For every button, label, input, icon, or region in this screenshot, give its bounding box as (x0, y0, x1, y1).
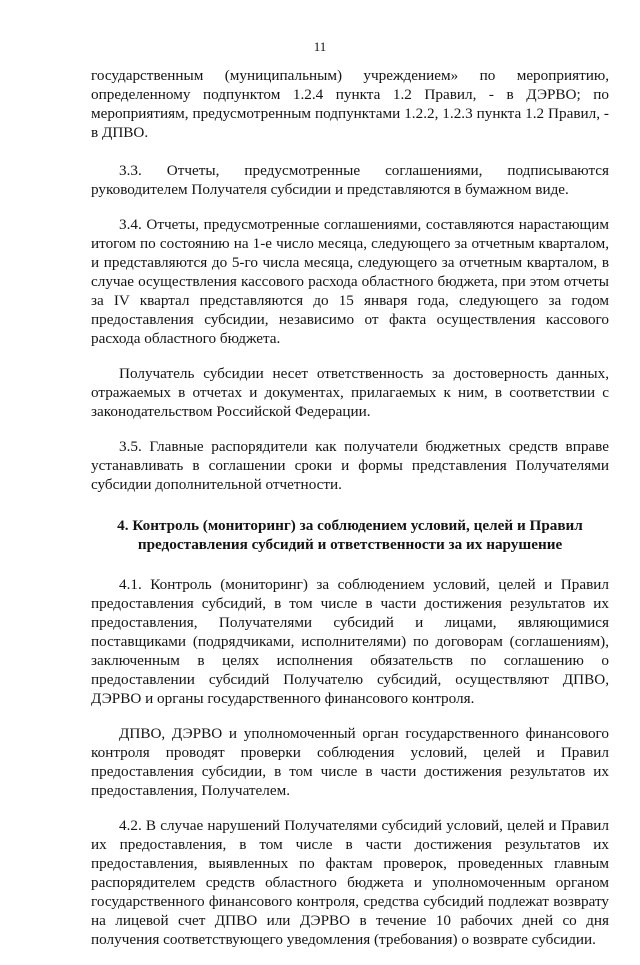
paragraph-inspections: ДПВО, ДЭРВО и уполномоченный орган государственного финансового контроля проводят проверки соблюдения условий, целей и Правил предоставления субсидии, в том числе в части достижения результатов их предоставления, Получателем. (91, 725, 609, 799)
paragraph-4-2: 4.2. В случае нарушений Получателями субсидий условий, целей и Правил их предоставления, в том числе в части достижения результатов их предоставления, выявленных по фактам проверок, проведенных главным распорядителем средств областного бюджета и уполномоченным органом государственного финансового контроля, средства субсидий подлежат возврату на лицевой счет ДПВО или ДЭРВО в течение 10 рабочих дней со дня получения соответствующего уведомления (требования) о возврате субсидии. (91, 817, 609, 948)
document-body (91, 66, 609, 965)
section-heading-4: 4. Контроль (мониторинг) за соблюдением условий, целей и Правил предоставления субсидий и ответственности за их нарушение (117, 517, 583, 553)
paragraph-continuation: государственным (муниципальным) учреждением» по мероприятию, определенному подпунктом 1.2.4 пункта 1.2 Правил, - в ДЭРВО; по мероприятиям, предусмотренным подпунктами 1.2.2, 1.2.3 пункта 1.2 Правил, - в ДПВО. (91, 67, 609, 141)
paragraph-4-1: 4.1. Контроль (мониторинг) за соблюдением условий, целей и Правил предоставления субсидий, в том числе в части достижения результатов их предоставления, Получателями субсидий и лицами, являющимися поставщиками (подрядчиками, исполнителями) по договорам (соглашениям), заключенным в целях исполнения обязательств по соглашению о предоставлении субсидий Получателю субсидий, осуществляют ДПВО, ДЭРВО и органы государственного финансового контроля. (91, 576, 609, 707)
paragraph-responsibility: Получатель субсидии несет ответственность за достоверность данных, отражаемых в отчетах и документах, прилагаемых к ним, в соответствии с законодательством Российской Федерации. (91, 365, 609, 420)
paragraph-3-4: 3.4. Отчеты, предусмотренные соглашениями, составляются нарастающим итогом по состоянию на 1-е число месяца, следующего за отчетным кварталом, и представляются до 5-го числа месяца, следующего за отчетным кварталом, в случае осуществления кассового расхода областного бюджета, при этом отчеты за IV квартал представляются до 15 января года, следующего за годом предоставления субсидии, независимо от факта осуществления кассового расхода областного бюджета. (91, 216, 609, 347)
paragraph-3-3: 3.3. Отчеты, предусмотренные соглашениями, подписываются руководителем Получателя субсидии и представляются в бумажном виде. (91, 162, 609, 198)
paragraph-3-5: 3.5. Главные распорядители как получатели бюджетных средств вправе устанавливать в соглашении сроки и формы представления Получателями субсидии дополнительной отчетности. (91, 438, 609, 493)
page-number: 11 (313, 39, 327, 54)
